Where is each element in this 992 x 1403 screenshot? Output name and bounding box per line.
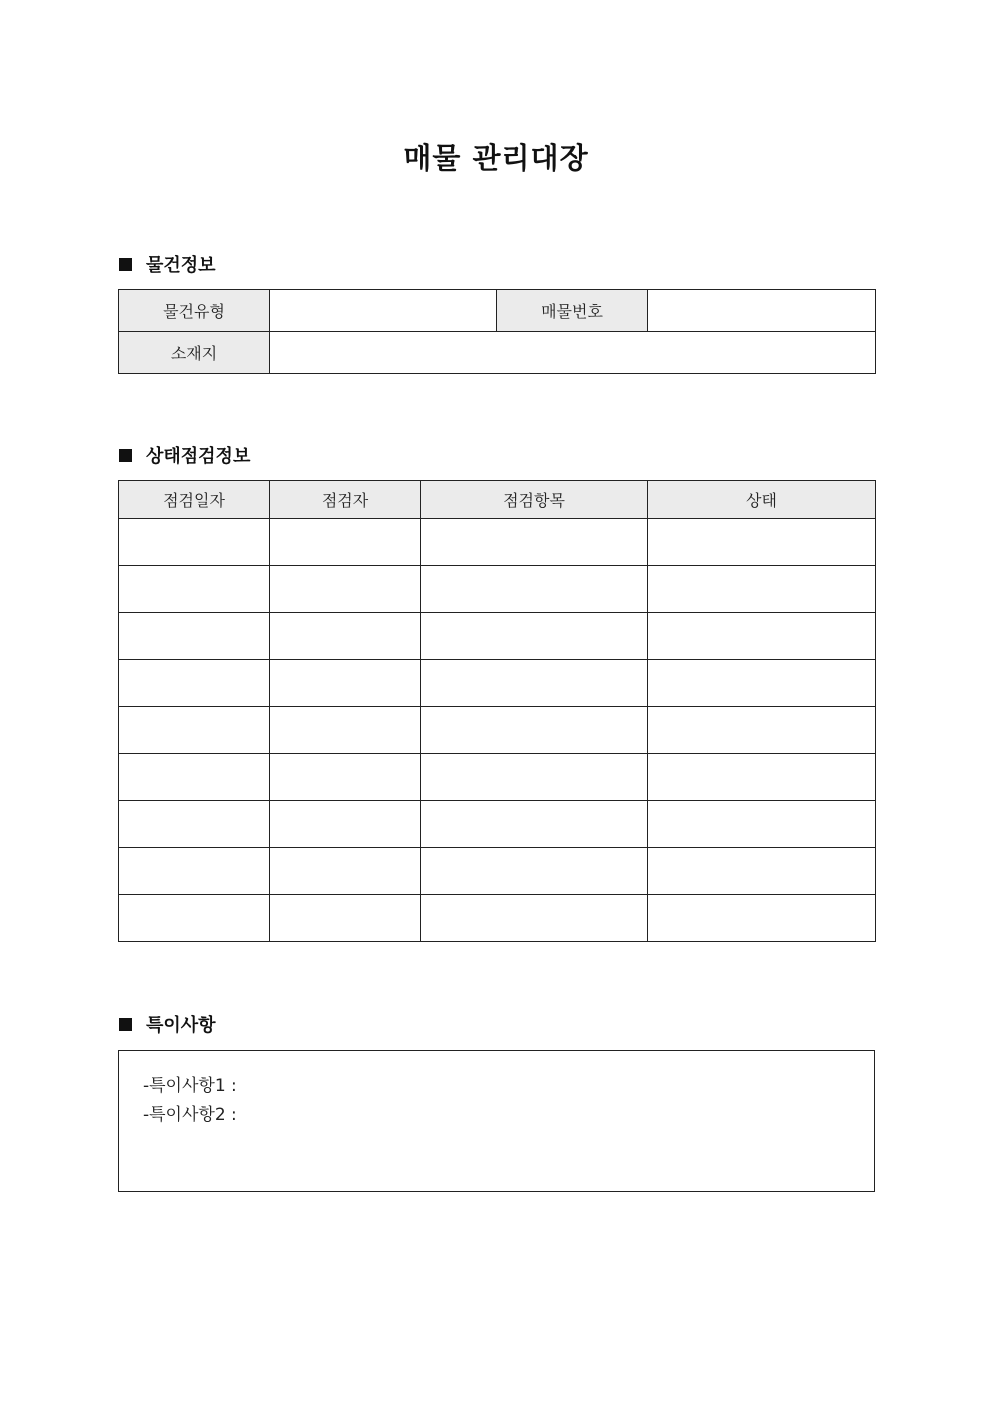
remark-line-2: -특이사항2 : [143,1105,237,1125]
location-field[interactable] [270,332,876,374]
table-row [119,801,876,848]
table-cell[interactable] [648,660,876,707]
label-property-number: 매물번호 [497,290,648,332]
table-cell[interactable] [648,848,876,895]
table-cell[interactable] [119,801,270,848]
column-header-item: 점검항목 [421,481,648,519]
table-cell[interactable] [421,801,648,848]
square-bullet-icon [119,1018,132,1031]
section-heading-property-info [119,251,216,277]
table-row [119,895,876,942]
table-row [119,566,876,613]
section-heading-inspection [119,442,250,468]
table-cell[interactable] [270,566,421,613]
table-row [119,613,876,660]
table-cell[interactable] [270,801,421,848]
table-row [119,519,876,566]
table-cell[interactable] [270,519,421,566]
property-info-table [118,289,876,374]
inspection-table [118,480,876,942]
table-cell[interactable] [421,895,648,942]
column-header-status: 상태 [648,481,876,519]
square-bullet-icon [119,258,132,271]
property-number-field[interactable] [648,290,876,332]
table-cell[interactable] [421,848,648,895]
table-row [119,754,876,801]
table-cell[interactable] [421,754,648,801]
table-cell[interactable] [119,660,270,707]
table-row [119,848,876,895]
table-cell[interactable] [119,848,270,895]
table-cell[interactable] [119,707,270,754]
section-heading-text: 물건정보 [146,255,216,276]
table-cell[interactable] [648,519,876,566]
section-heading-text: 상태점검정보 [146,446,251,467]
table-cell[interactable] [119,519,270,566]
label-location: 소재지 [119,332,270,374]
table-cell[interactable] [648,613,876,660]
square-bullet-icon [119,449,132,462]
table-cell[interactable] [119,754,270,801]
remark-line-1: -특이사항1 : [143,1076,237,1096]
table-row [119,660,876,707]
table-cell[interactable] [270,895,421,942]
table-cell[interactable] [270,754,421,801]
table-cell[interactable] [119,895,270,942]
table-cell[interactable] [119,566,270,613]
column-header-date: 점검일자 [119,481,270,519]
table-cell[interactable] [421,707,648,754]
table-cell[interactable] [421,613,648,660]
label-property-type: 물건유형 [119,290,270,332]
table-cell[interactable] [119,613,270,660]
table-cell[interactable] [270,707,421,754]
remarks-box[interactable] [118,1050,875,1192]
section-heading-remarks [119,1011,216,1037]
table-cell[interactable] [648,801,876,848]
page-title: 매물 관리대장 [403,141,589,175]
table-cell[interactable] [421,660,648,707]
table-cell[interactable] [421,519,648,566]
table-cell[interactable] [270,848,421,895]
table-cell[interactable] [270,613,421,660]
section-heading-text: 특이사항 [146,1015,216,1036]
table-cell[interactable] [648,895,876,942]
table-cell[interactable] [270,660,421,707]
table-row [119,707,876,754]
column-header-inspector: 점검자 [270,481,421,519]
table-cell[interactable] [648,754,876,801]
table-cell[interactable] [648,707,876,754]
table-cell[interactable] [421,566,648,613]
table-cell[interactable] [648,566,876,613]
property-type-field[interactable] [270,290,497,332]
